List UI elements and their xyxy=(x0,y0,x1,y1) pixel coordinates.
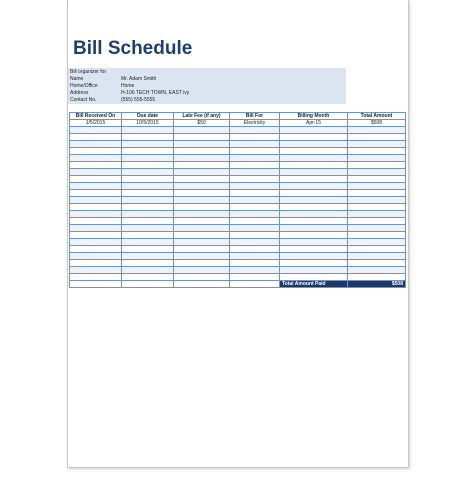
table-cell[interactable] xyxy=(348,183,406,190)
table-row xyxy=(70,253,406,260)
table-cell[interactable] xyxy=(230,225,280,232)
table-cell[interactable] xyxy=(230,197,280,204)
table-row xyxy=(70,246,406,253)
table-cell[interactable] xyxy=(348,204,406,211)
table-cell[interactable] xyxy=(70,197,122,204)
table-cell[interactable] xyxy=(230,148,280,155)
table-cell[interactable] xyxy=(122,190,174,197)
table-cell[interactable] xyxy=(280,134,348,141)
table-row xyxy=(70,274,406,281)
table-cell[interactable] xyxy=(280,169,348,176)
table-cell[interactable] xyxy=(348,246,406,253)
field-label: Contact No. xyxy=(70,97,97,103)
table-cell[interactable] xyxy=(348,267,406,274)
table-cell[interactable] xyxy=(122,204,174,211)
table-cell[interactable] xyxy=(122,169,174,176)
table-cell xyxy=(70,281,122,288)
table-cell[interactable] xyxy=(122,225,174,232)
table-cell[interactable] xyxy=(280,260,348,267)
table-cell[interactable] xyxy=(230,141,280,148)
table-cell[interactable] xyxy=(348,141,406,148)
table-cell[interactable] xyxy=(174,155,230,162)
table-cell[interactable] xyxy=(122,260,174,267)
table-cell[interactable] xyxy=(122,218,174,225)
table-cell[interactable] xyxy=(348,176,406,183)
table-cell[interactable] xyxy=(348,239,406,246)
table-cell[interactable] xyxy=(280,274,348,281)
table-cell[interactable] xyxy=(122,267,174,274)
table-row xyxy=(70,183,406,190)
table-cell[interactable] xyxy=(70,204,122,211)
table-body xyxy=(70,120,406,281)
table-cell[interactable] xyxy=(230,204,280,211)
table-cell[interactable] xyxy=(348,162,406,169)
total-amount-paid-value: $508 xyxy=(348,281,406,288)
page-title: Bill Schedule xyxy=(73,38,193,59)
table-row xyxy=(70,190,406,197)
table-cell[interactable] xyxy=(230,162,280,169)
table-cell[interactable] xyxy=(174,239,230,246)
table-cell[interactable] xyxy=(230,232,280,239)
table-cell[interactable] xyxy=(348,253,406,260)
table-cell[interactable] xyxy=(280,127,348,134)
table-row xyxy=(70,218,406,225)
table-cell[interactable] xyxy=(122,246,174,253)
column-header: Bill For xyxy=(230,113,280,120)
table-cell[interactable] xyxy=(174,225,230,232)
table-cell[interactable] xyxy=(174,246,230,253)
table-cell[interactable] xyxy=(174,127,230,134)
table-row xyxy=(70,169,406,176)
table-cell[interactable] xyxy=(280,225,348,232)
table-cell[interactable] xyxy=(122,274,174,281)
table-cell[interactable] xyxy=(230,134,280,141)
table-row xyxy=(70,239,406,246)
table-cell[interactable] xyxy=(174,162,230,169)
table-cell[interactable] xyxy=(70,253,122,260)
table-cell[interactable] xyxy=(70,218,122,225)
table-row xyxy=(70,134,406,141)
table-cell[interactable] xyxy=(70,239,122,246)
table-cell[interactable] xyxy=(70,141,122,148)
table-cell[interactable]: 10/5/2015 xyxy=(122,120,174,127)
table-cell[interactable] xyxy=(280,148,348,155)
table-cell[interactable] xyxy=(348,127,406,134)
table-row xyxy=(70,120,406,127)
table-cell[interactable]: $508 xyxy=(348,120,406,127)
table-cell[interactable] xyxy=(174,141,230,148)
table-cell[interactable] xyxy=(230,274,280,281)
table-cell[interactable] xyxy=(70,176,122,183)
field-value: H-106 TECH TOWN, EAST ivy xyxy=(121,90,190,96)
table-cell[interactable] xyxy=(122,176,174,183)
table-cell[interactable] xyxy=(280,176,348,183)
table-cell[interactable] xyxy=(122,239,174,246)
table-cell[interactable] xyxy=(230,190,280,197)
table-cell[interactable] xyxy=(280,267,348,274)
table-cell[interactable] xyxy=(280,183,348,190)
table-cell[interactable] xyxy=(280,190,348,197)
table-cell xyxy=(122,281,174,288)
table-cell[interactable] xyxy=(70,148,122,155)
total-row xyxy=(70,281,406,288)
table-cell[interactable] xyxy=(122,211,174,218)
table-cell[interactable] xyxy=(122,148,174,155)
table-cell[interactable] xyxy=(280,141,348,148)
organizer-block xyxy=(68,68,346,104)
table-cell[interactable] xyxy=(230,253,280,260)
column-header: Billing Month xyxy=(280,113,348,120)
table-cell[interactable] xyxy=(122,183,174,190)
table-row xyxy=(70,197,406,204)
table-row xyxy=(70,204,406,211)
table-cell[interactable] xyxy=(348,211,406,218)
table-cell[interactable] xyxy=(280,253,348,260)
table-row xyxy=(70,225,406,232)
table-cell[interactable] xyxy=(122,197,174,204)
bill-table xyxy=(69,112,406,288)
column-header: Late Fee (if any) xyxy=(174,113,230,120)
table-cell[interactable]: Apr-15 xyxy=(280,120,348,127)
table-cell[interactable] xyxy=(174,267,230,274)
table-cell[interactable] xyxy=(348,218,406,225)
table-cell[interactable] xyxy=(174,190,230,197)
document-page xyxy=(67,0,409,468)
table-cell[interactable] xyxy=(230,267,280,274)
table-cell[interactable] xyxy=(230,155,280,162)
table-cell[interactable] xyxy=(230,260,280,267)
table-cell[interactable] xyxy=(70,183,122,190)
table-row xyxy=(70,260,406,267)
table-cell[interactable] xyxy=(70,169,122,176)
table-cell[interactable] xyxy=(70,162,122,169)
table-cell[interactable]: $50 xyxy=(174,120,230,127)
table-row xyxy=(70,232,406,239)
table-cell[interactable] xyxy=(174,218,230,225)
table-cell[interactable] xyxy=(122,162,174,169)
table-cell[interactable] xyxy=(230,183,280,190)
table-cell[interactable] xyxy=(174,211,230,218)
table-row xyxy=(70,155,406,162)
table-row xyxy=(70,127,406,134)
table-cell[interactable] xyxy=(70,155,122,162)
table-row xyxy=(70,211,406,218)
table-row xyxy=(70,267,406,274)
table-row xyxy=(70,148,406,155)
field-value: (555) 555-5555 xyxy=(121,97,156,103)
table-row xyxy=(70,141,406,148)
table-cell[interactable] xyxy=(280,232,348,239)
table-cell[interactable] xyxy=(280,204,348,211)
table-cell[interactable] xyxy=(348,274,406,281)
field-value: Home xyxy=(121,83,135,89)
table-cell[interactable] xyxy=(280,218,348,225)
table-cell[interactable] xyxy=(70,232,122,239)
table-cell[interactable] xyxy=(230,246,280,253)
table-row xyxy=(70,176,406,183)
total-amount-paid-label: Total Amount Paid xyxy=(280,281,348,288)
field-label: Address xyxy=(70,90,89,96)
table-cell[interactable] xyxy=(230,176,280,183)
table-cell[interactable] xyxy=(348,225,406,232)
table-cell[interactable] xyxy=(348,134,406,141)
table-cell[interactable] xyxy=(70,190,122,197)
table-cell[interactable] xyxy=(280,246,348,253)
table-cell[interactable] xyxy=(70,134,122,141)
table-cell[interactable] xyxy=(348,197,406,204)
table-cell[interactable] xyxy=(174,134,230,141)
table-cell[interactable] xyxy=(230,218,280,225)
table-cell[interactable] xyxy=(174,148,230,155)
table-cell[interactable] xyxy=(348,169,406,176)
table-cell[interactable] xyxy=(122,253,174,260)
table-cell[interactable] xyxy=(70,211,122,218)
table-cell[interactable] xyxy=(348,148,406,155)
table-cell[interactable] xyxy=(174,204,230,211)
table-cell[interactable] xyxy=(280,211,348,218)
table-cell[interactable] xyxy=(70,127,122,134)
table-cell[interactable]: 1/5/2015 xyxy=(70,120,122,127)
table-cell[interactable] xyxy=(174,253,230,260)
organizer-heading: Bill organizer for xyxy=(70,69,107,75)
table-cell xyxy=(174,281,230,288)
column-header: Bill Received On xyxy=(70,113,122,120)
table-cell[interactable] xyxy=(70,267,122,274)
table-cell[interactable] xyxy=(280,162,348,169)
table-cell[interactable] xyxy=(122,232,174,239)
table-header-row xyxy=(70,113,406,120)
table-cell[interactable] xyxy=(174,260,230,267)
column-header: Due date xyxy=(122,113,174,120)
table-cell[interactable] xyxy=(230,211,280,218)
table-cell[interactable] xyxy=(70,260,122,267)
field-label: Name xyxy=(70,76,84,82)
table-cell[interactable] xyxy=(230,127,280,134)
table-cell[interactable] xyxy=(174,197,230,204)
table-cell[interactable] xyxy=(70,274,122,281)
column-header: Total Amount xyxy=(348,113,406,120)
table-cell[interactable] xyxy=(230,239,280,246)
table-cell[interactable] xyxy=(280,155,348,162)
field-label: Home/Office xyxy=(70,83,98,89)
table-cell[interactable] xyxy=(174,169,230,176)
table-cell[interactable] xyxy=(348,232,406,239)
table-cell[interactable] xyxy=(280,197,348,204)
table-cell[interactable] xyxy=(174,176,230,183)
table-cell[interactable] xyxy=(70,246,122,253)
table-cell[interactable] xyxy=(348,260,406,267)
table-cell[interactable]: Electricity xyxy=(230,120,280,127)
table-cell[interactable] xyxy=(122,141,174,148)
table-cell[interactable] xyxy=(122,155,174,162)
table-cell[interactable] xyxy=(70,225,122,232)
table-cell[interactable] xyxy=(174,274,230,281)
table-cell[interactable] xyxy=(280,239,348,246)
table-cell[interactable] xyxy=(230,169,280,176)
table-cell[interactable] xyxy=(122,134,174,141)
table-row xyxy=(70,162,406,169)
field-value: Mr. Adam Smith xyxy=(121,76,157,82)
table-cell[interactable] xyxy=(174,232,230,239)
table-cell[interactable] xyxy=(122,127,174,134)
table-cell xyxy=(230,281,280,288)
table-cell[interactable] xyxy=(348,155,406,162)
table-cell[interactable] xyxy=(348,190,406,197)
table-cell[interactable] xyxy=(174,183,230,190)
